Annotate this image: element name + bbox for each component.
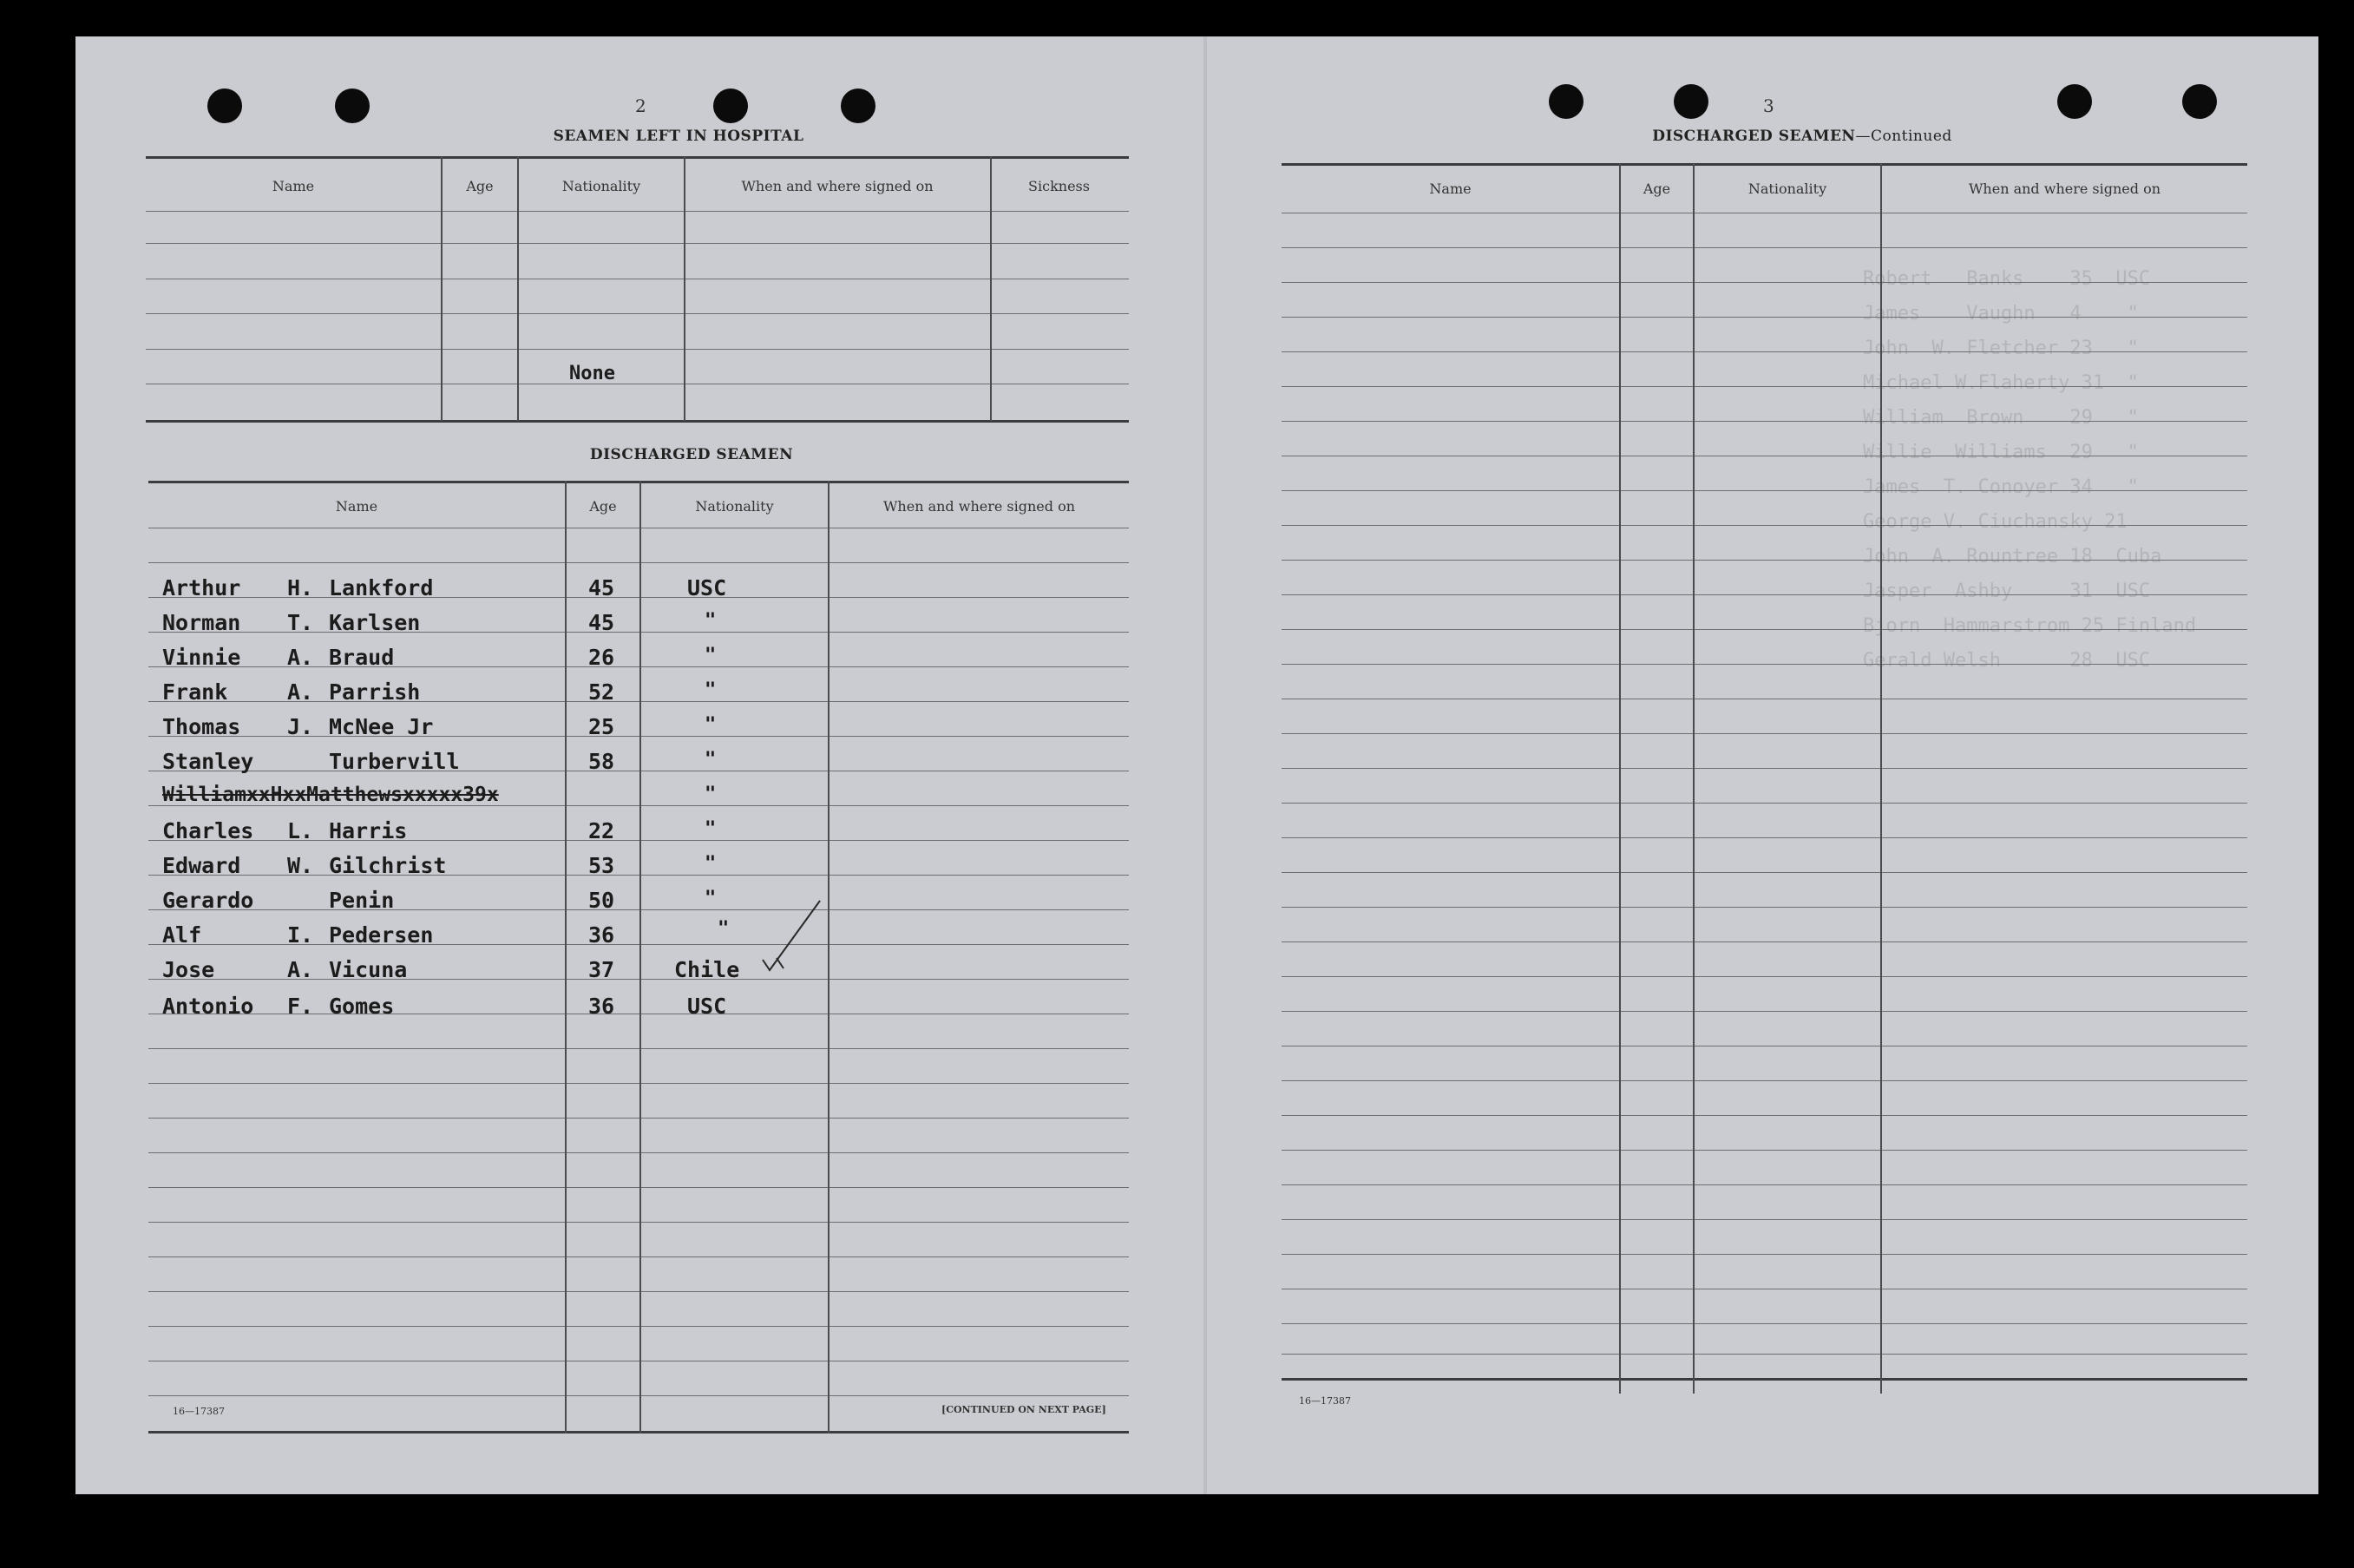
form-number-right: 16—17387	[1299, 1395, 1351, 1407]
column-header-signed-on: When and where signed on	[1968, 180, 2161, 197]
punch-hole	[1549, 84, 1584, 119]
right-section-title: DISCHARGED SEAMEN—Continued	[1652, 128, 1952, 145]
column-header-sickness: Sickness	[1028, 178, 1090, 194]
punch-hole	[1674, 84, 1708, 119]
check-mark-icon	[756, 897, 825, 984]
column-header-name: Name	[1429, 180, 1472, 197]
column-header-age: Age	[466, 178, 494, 194]
punch-hole	[2182, 84, 2217, 119]
punch-hole	[841, 89, 875, 123]
continued-note: [CONTINUED ON NEXT PAGE]	[941, 1404, 1106, 1415]
column-header-signed-on: When and where signed on	[882, 498, 1076, 515]
column-header-age: Age	[589, 498, 617, 515]
punch-hole	[207, 89, 242, 123]
hospital-table	[146, 156, 1129, 421]
punch-hole	[2057, 84, 2092, 119]
bleed-through-text: Robert Banks 35 USC James Vaughn 4 " John W. Fletcher 23 " Michael W.Flaherty 31 " William Brown 29 " Willie Williams 29 " James T. Conoyer 34 " George V. Ciuchansky 21 John A. Rountree 18 Cuba Jasper Ashby 31 USC Bjorn Hammarstrom 25 Finland Gerald Welsh 28 USC	[1863, 268, 2197, 672]
column-header-signed-on: When and where signed on	[741, 178, 934, 194]
page-number-left: 2	[635, 95, 646, 116]
hospital-entry-none: None	[569, 363, 615, 384]
discharged-table: Name Age Nationality When and where signed on Arthur H. Lankford 45 USC Norman T. Karlsen 45 " Vinnie A. Braud 26 " Frank A. Parrish 52 " Thomas J. McNee Jr 25 " Stanley Turbervill 58 " WilliamxxHxxMatthewsxxxxx39x " Charles L. Harris 22 " Edward W. Gilchrist 53 " Gerardo Penin 50 " Alf I. Pedersen 36 " Jose A. Vicuna 37 Chile Antonio F. Gomes 36 USC	[148, 481, 1129, 1434]
punch-hole	[713, 89, 748, 123]
punch-hole	[335, 89, 370, 123]
column-header-nationality: Nationality	[1747, 180, 1827, 197]
page-fold	[1203, 36, 1207, 1494]
form-number-left: 16—17387	[173, 1406, 225, 1417]
column-header-name: Name	[272, 178, 315, 194]
discharged-section-title: DISCHARGED SEAMEN	[589, 446, 794, 463]
column-header-nationality: Nationality	[561, 178, 641, 194]
column-header-name: Name	[335, 498, 378, 515]
page-number-right: 3	[1763, 95, 1774, 116]
discharged-continued-table	[1282, 163, 2247, 1394]
column-header-age: Age	[1643, 180, 1671, 197]
document-sheet	[75, 36, 2318, 1494]
hospital-section-title: SEAMEN LEFT IN HOSPITAL	[553, 128, 804, 145]
column-header-nationality: Nationality	[695, 498, 774, 515]
